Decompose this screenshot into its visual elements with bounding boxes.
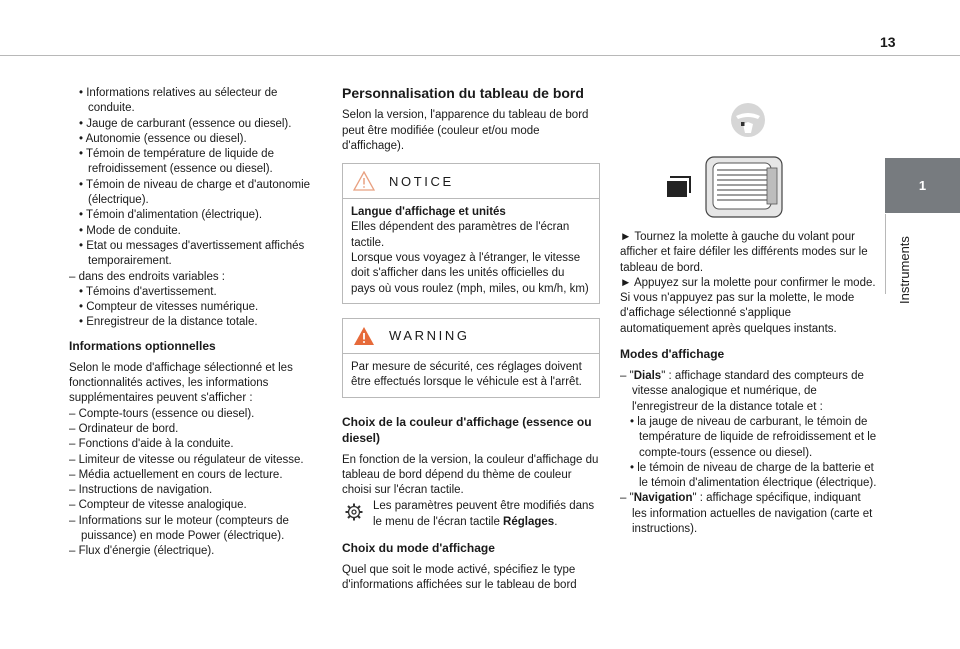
header-rule	[0, 55, 960, 56]
list-item: • Témoin d'alimentation (électrique).	[69, 208, 327, 223]
paragraph: Si vous n'appuyez pas sur la molette, le mode d'affichage sélectionné s'applique automatiquement après quelques instants.	[620, 292, 855, 335]
steering-wheel-icon	[730, 102, 766, 138]
list-item: • Informations relatives au sélecteur de conduite.	[69, 86, 327, 117]
warning-body	[343, 354, 599, 397]
mode-navigation-label: Navigation	[633, 492, 693, 505]
step-2: ► Appuyez sur la molette pour confirmer le mode.	[620, 276, 876, 289]
list-item: – dans des endroits variables :	[69, 270, 327, 285]
warning-icon	[353, 326, 375, 346]
list-item: • la jauge de niveau de carburant, le témoin de température de liquide de refroidissement et le compte-tours (essence ou diesel).	[620, 415, 878, 461]
list-item: • Jauge de carburant (essence ou diesel).	[69, 117, 327, 132]
list-item: – Informations sur le moteur (compteurs de puissance) en mode Power (électrique).	[69, 514, 327, 545]
warning-header	[343, 319, 599, 354]
tip-menu-name: Réglages	[503, 515, 555, 528]
list-item: – Compteur de vitesse analogique.	[69, 498, 327, 513]
list-item: – Compte-tours (essence ou diesel).	[69, 407, 327, 422]
sidebar-rule	[885, 214, 886, 294]
mode-dials: – "Dials" : affichage standard des compteurs de vitesse analogique et numérique, de l'enregistreur de la distance totale et :	[620, 369, 878, 415]
warning-text: Par mesure de sécurité, ces réglages doivent être effectués lorsque le véhicule est à l'arrêt.	[351, 360, 582, 389]
column-1	[69, 86, 327, 560]
paragraph: Quel que soit le mode activé, spécifiez le type d'informations affichées sur le tableau de bord	[342, 564, 577, 592]
tip	[342, 499, 600, 530]
list-item: • Témoin de niveau de charge et d'autonomie (électrique).	[69, 178, 327, 209]
list-item: • Compteur de vitesses numérique.	[69, 300, 327, 315]
column-2	[342, 86, 600, 594]
paragraph: Selon la version, l'apparence du tableau de bord peut être modifiée (couleur et/ou mode d'affichage).	[342, 109, 589, 152]
list-item: • Mode de conduite.	[69, 224, 327, 239]
section-heading: Choix du mode d'affichage	[342, 541, 495, 556]
list-item: • Autonomie (essence ou diesel).	[69, 132, 327, 147]
notice-label: NOTICE	[389, 173, 454, 189]
list-item: • le témoin de niveau de charge de la batterie et le témoin d'alimentation électrique (électrique).	[620, 461, 878, 492]
paragraph: En fonction de la version, la couleur d'affichage du tableau de bord dépend du thème de couleur choisi sur l'écran tactile.	[342, 453, 599, 497]
warning-label: WARNING	[389, 328, 470, 344]
chapter-title	[895, 216, 915, 306]
list-item: – Limiteur de vitesse ou régulateur de vitesse.	[69, 453, 327, 468]
section-heading: Choix de la couleur d'affichage (essence ou diesel)	[342, 414, 592, 445]
notice-heading: Langue d'affichage et unités	[351, 206, 506, 219]
list-item: – Ordinateur de bord.	[69, 422, 327, 437]
column-3	[620, 86, 878, 537]
thumbwheel-icon	[705, 156, 783, 218]
display-icon	[666, 173, 692, 199]
paragraph: Selon le mode d'affichage sélectionné et les fonctionnalités actives, les informations supplémentaires peuvent s'afficher :	[69, 361, 293, 405]
notice-header	[343, 164, 599, 199]
list-item: – Fonctions d'aide à la conduite.	[69, 437, 327, 452]
list-item: • Témoins d'avertissement.	[69, 285, 327, 300]
illustration	[620, 86, 878, 230]
tip-text: Les paramètres peuvent être modifiés dans le menu de l'écran tactile Réglages.	[373, 500, 595, 528]
notice-icon	[353, 171, 375, 191]
list-item: • Etat ou messages d'avertissement affichés temporairement.	[69, 239, 327, 270]
warning-box	[342, 318, 600, 398]
list-item: – Flux d'énergie (électrique).	[69, 544, 327, 559]
list-item: • Enregistreur de la distance totale.	[69, 315, 327, 330]
section-title: Personnalisation du tableau de bord	[342, 85, 584, 101]
notice-box	[342, 163, 600, 304]
chapter-tab[interactable]: 1	[885, 158, 960, 213]
chapter-title-text: Instruments	[897, 236, 912, 304]
notice-body	[343, 199, 599, 303]
list-item: • Témoin de température de liquide de refroidissement (essence ou diesel).	[69, 147, 327, 178]
section-heading: Modes d'affichage	[620, 347, 725, 362]
page-number: 13	[880, 34, 896, 50]
list-item: – Média actuellement en cours de lecture.	[69, 468, 327, 483]
section-heading: Informations optionnelles	[69, 338, 216, 353]
notice-text: Elles dépendent des paramètres de l'écran tactile. Lorsque vous voyagez à l'étranger, le vitesse doit s'afficher dans les unités officielles du pays où vous roulez (mph, miles, ou km/h, km)	[351, 221, 589, 295]
gear-icon	[345, 503, 363, 521]
list-item: – Instructions de navigation.	[69, 483, 327, 498]
mode-navigation: – "Navigation" : affichage spécifique, indiquant les information actuelles de navigation (carte et instructions).	[620, 491, 878, 537]
step-1: ► Tournez la molette à gauche du volant pour afficher et faire défiler les différents modes sur le tableau de bord.	[620, 231, 868, 274]
mode-dials-label: Dials	[633, 370, 662, 383]
